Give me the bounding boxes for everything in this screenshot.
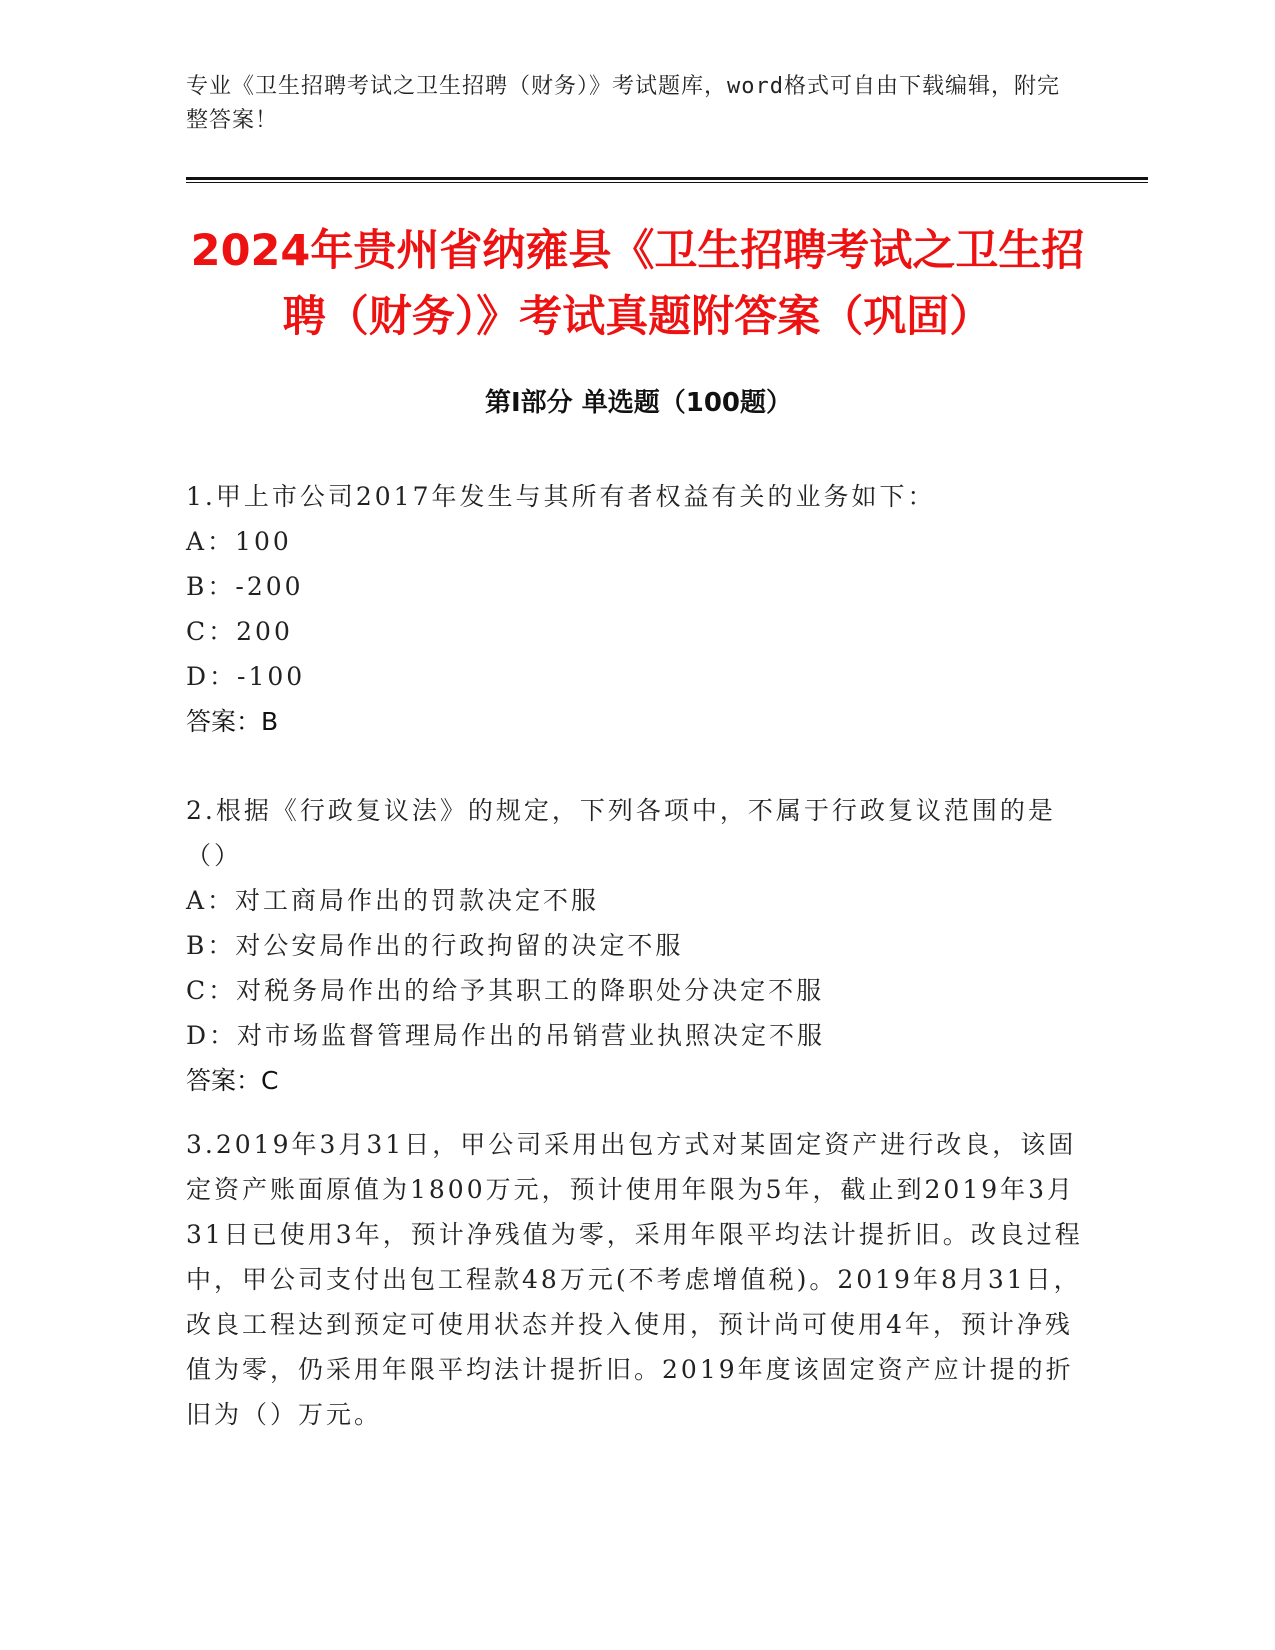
header-divider-thick: [186, 177, 1148, 180]
option-a: A：对工商局作出的罚款决定不服: [186, 886, 600, 915]
question-2: [186, 788, 1086, 1103]
question-stem: 3.2019年3月31日，甲公司采用出包方式对某固定资产进行改良，该固定资产账面原值为1800万元，预计使用年限为5年，截止到2019年3月31日已使用3年，预计净残值为零，采用年限平均法计提折旧。改良过程中，甲公司支付出包工程款48万元(不考虑增值税)。2019年8月31日，改良工程达到预定可使用状态并投入使用，预计尚可使用4年，预计净残值为零，仍采用年限平均法计提折旧。2019年度该固定资产应计提的折旧为（）万元。: [186, 1130, 1083, 1429]
answer: 答案：C: [186, 1066, 279, 1095]
option-b: B：对公安局作出的行政拘留的决定不服: [186, 931, 684, 960]
answer: 答案：B: [186, 707, 279, 736]
option-c: C：对税务局作出的给予其职工的降职处分决定不服: [186, 976, 825, 1005]
header-divider-thin: [186, 182, 1148, 183]
option-d: D：对市场监督管理局作出的吊销营业执照决定不服: [186, 1021, 826, 1050]
option-c: C：200: [186, 617, 293, 646]
section-title: 第Ⅰ部分 单选题（100题）: [485, 388, 792, 418]
question-stem: 1.甲上市公司2017年发生与其所有者权益有关的业务如下：: [186, 482, 936, 511]
question-stem: 2.根据《行政复议法》的规定，下列各项中，不属于行政复议范围的是（）: [186, 796, 1056, 870]
option-d: D：-100: [186, 662, 306, 691]
option-b: B：-200: [186, 572, 304, 601]
question-3: [186, 1122, 1086, 1437]
header-note: 专业《卫生招聘考试之卫生招聘（财务）》考试题库，word格式可自由下载编辑，附完整答案！: [186, 74, 1060, 133]
question-1: [186, 474, 1086, 744]
document-title: 2024年贵州省纳雍县《卫生招聘考试之卫生招聘（财务）》考试真题附答案（巩固）: [190, 226, 1085, 342]
option-a: A：100: [186, 527, 292, 556]
